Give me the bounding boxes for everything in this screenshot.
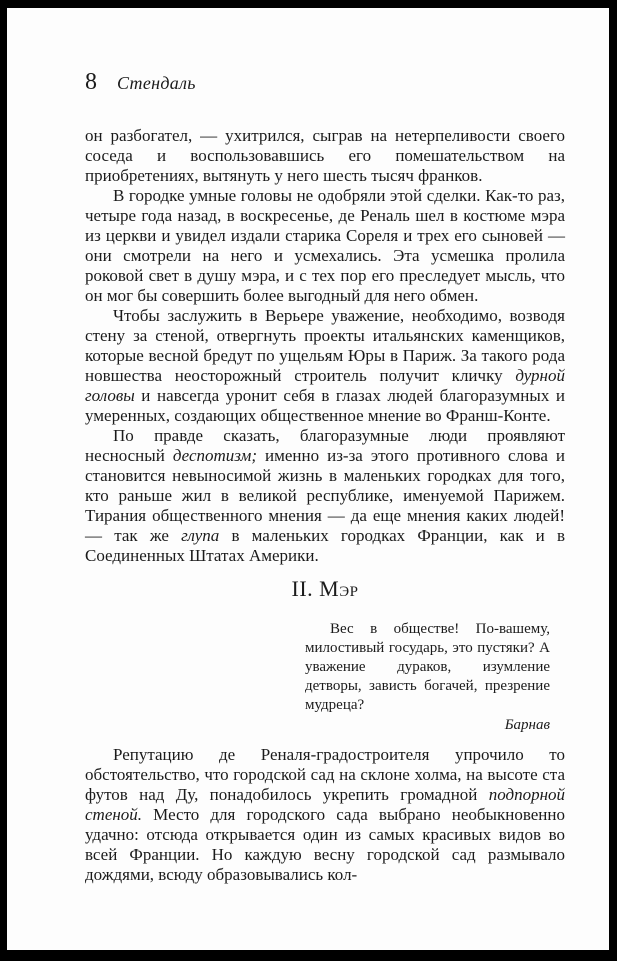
paragraph [85, 186, 565, 306]
italic-text-segment: дурной головы [85, 366, 565, 405]
paragraph [85, 426, 565, 566]
running-title: Стендаль [117, 73, 196, 93]
chapter-heading: II. Мэр [291, 576, 359, 601]
body-text-after-epigraph [85, 745, 565, 885]
paragraph [85, 126, 565, 186]
page-number: 8 [85, 69, 97, 95]
book-page [7, 8, 609, 950]
text-segment: Чтобы заслужить в Верьере уважение, необходимо, возводя стену за стеной, отвергнуть проекты итальянских каменщиков, которые весной бредут по ущельям Юры в Париж. За такого рода новшества неосторожный строитель получит кличку [85, 306, 565, 385]
body-text [85, 126, 565, 566]
text-segment: Репутацию де Реналя-градостроителя упрочило то обстоятельство, что городской сад на склоне холма, на высоте ста футов над Ду, понадобилось укрепить громадной [85, 745, 565, 804]
text-segment: в маленьких городках Франции, как и в Соединенных Штатах Америки. [85, 526, 565, 565]
paragraph [85, 306, 565, 426]
epigraph-text: Вес в обществе! По-вашему, милостивый государь, это пустяки? А уважение дураков, изумление детворы, зависть богачей, презрение мудреца? [305, 621, 550, 713]
italic-text-segment: подпорной стеной. [85, 785, 565, 824]
italic-text-segment: деспотизм; [172, 446, 257, 465]
italic-text-segment: глупа [181, 526, 220, 545]
running-header [85, 69, 565, 96]
text-segment: и навсегда уронит себя в глазах людей благоразумных и умеренных, создающих общественное мнение во Франш-Конте. [85, 386, 565, 425]
text-segment: В городке умные головы не одобряли этой сделки. Как-то раз, четыре года назад, в воскресенье, де Реналь шел в костюме мэра из церкви и увидел издали старика Сореля и трех его сыновей — они смотрели на него и усмехались. Эта усмешка пролила роковой свет в душу мэра, и с тех пор его преследует мысль, что он мог бы совершить более выгодный для него обмен. [85, 186, 565, 305]
text-segment: По правде сказать, благоразумные люди проявляют несносный [85, 426, 565, 465]
text-segment: Место для городского сада выбрано необыкновенно удачно: отсюда открывается один из самых красивых видов во всей Франции. Но каждую весну городской сад размывало дождями, всюду образовывались кол- [85, 805, 565, 884]
paragraph [85, 745, 565, 885]
text-segment: именно из-за этого противного слова и становится невыносимой жизнь в маленьких городках для того, кто раньше жил в великой республике, именуемой Парижем. Тирания общественного мнения — да еще мнения каких людей! — так же [85, 446, 565, 545]
text-segment: он разбогател, — ухитрился, сыграв на нетерпеливости своего соседа и воспользовавшись его помешательством на приобретениях, вытянуть у него шесть тысяч франков. [85, 126, 565, 185]
epigraph-attribution: Барнав [504, 717, 550, 733]
epigraph [305, 620, 550, 735]
